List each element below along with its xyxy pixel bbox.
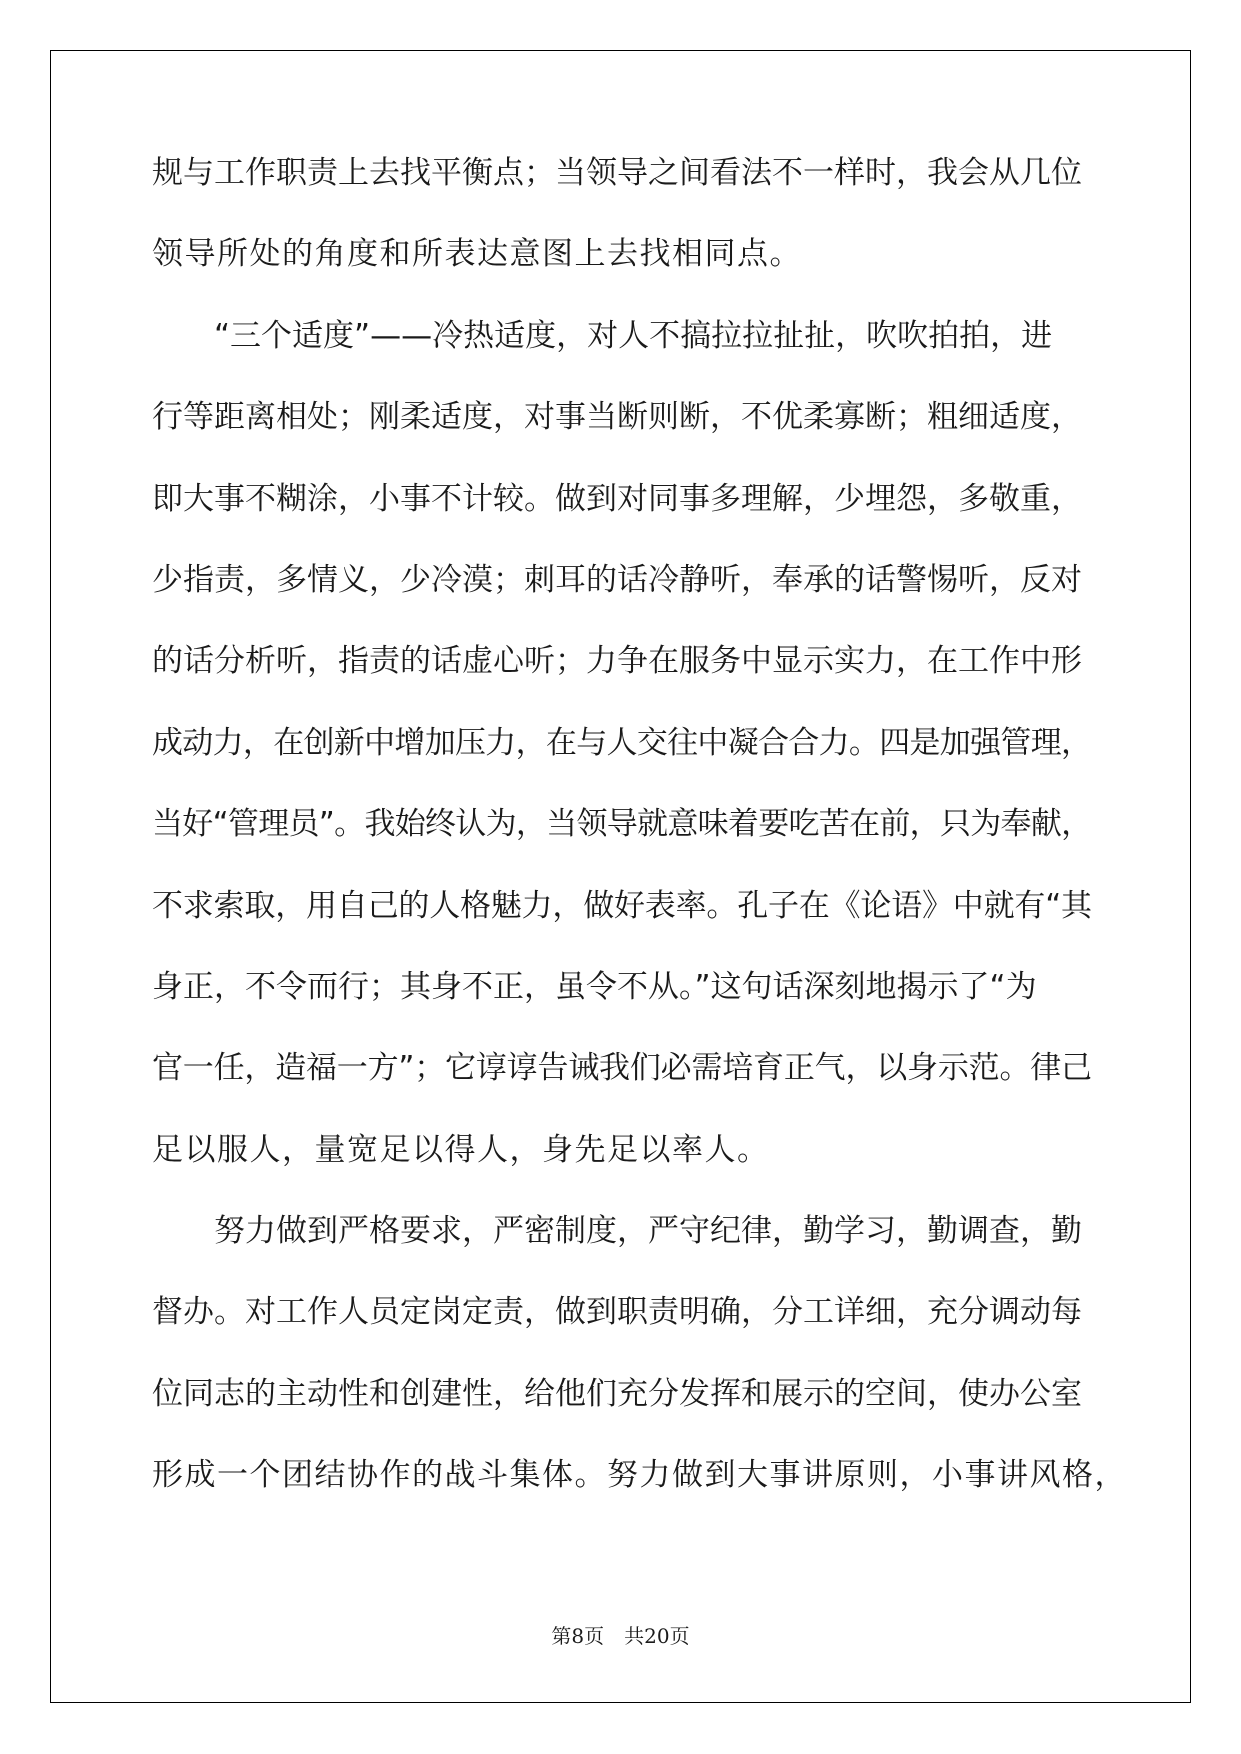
text-line: 不求索取，用自己的人格魅力，做好表率。孔子在《论语》中就有“其	[152, 887, 1092, 924]
text-line: 的话分析听，指责的话虚心听；力争在服务中显示实力，在工作中形	[152, 643, 1082, 680]
text-line: 身正，不令而行；其身不正，虽令不从。”这句话深刻地揭示了“为	[152, 968, 1037, 1005]
text-line: 足以服人，量宽足以得人，身先足以率人。	[152, 1131, 770, 1168]
body-text	[152, 133, 1127, 1517]
text-line: 成动力，在创新中增加压力，在与人交往中凝合合力。四是加强管理，	[152, 724, 1092, 761]
paragraph-3	[152, 1191, 1127, 1517]
text-line: “三个适度”——冷热适度，对人不搞拉拉扯扯，吹吹拍拍，进	[214, 317, 1053, 354]
text-line: 官一任，造福一方”；它谆谆告诫我们必需培育正气，以身示范。律己	[152, 1050, 1092, 1087]
paragraph-1	[152, 133, 1092, 296]
text-line: 领导所处的角度和所表达意图上去找相同点。	[152, 236, 802, 273]
text-line: 少指责，多情义，少冷漠；刺耳的话冷静听，奉承的话警惕听，反对	[152, 561, 1082, 598]
text-line: 督办。对工作人员定岗定责，做到职责明确，分工详细，充分调动每	[152, 1294, 1082, 1331]
text-line: 位同志的主动性和创建性，给他们充分发挥和展示的空间，使办公室	[152, 1375, 1082, 1412]
total-pages: 共20页	[624, 1624, 690, 1648]
text-line: 形成一个团结协作的战斗集体。努力做到大事讲原则，小事讲风格，	[152, 1457, 1127, 1494]
text-line: 规与工作职责上去找平衡点；当领导之间看法不一样时，我会从几位	[152, 155, 1082, 191]
text-line: 行等距离相处；刚柔适度，对事当断则断，不优柔寡断；粗细适度，	[152, 399, 1082, 436]
paragraph-2	[152, 296, 1092, 1191]
text-line: 努力做到严格要求，严密制度，严守纪律，勤学习，勤调查，勤	[214, 1213, 1082, 1250]
text-line: 即大事不糊涂，小事不计较。做到对同事多理解，少埋怨，多敬重，	[152, 480, 1082, 517]
text-line: 当好“管理员”。我始终认为，当领导就意味着要吃苦在前，只为奉献，	[152, 806, 1092, 843]
page-footer	[0, 1620, 1241, 1649]
page-number: 第8页	[551, 1624, 605, 1648]
